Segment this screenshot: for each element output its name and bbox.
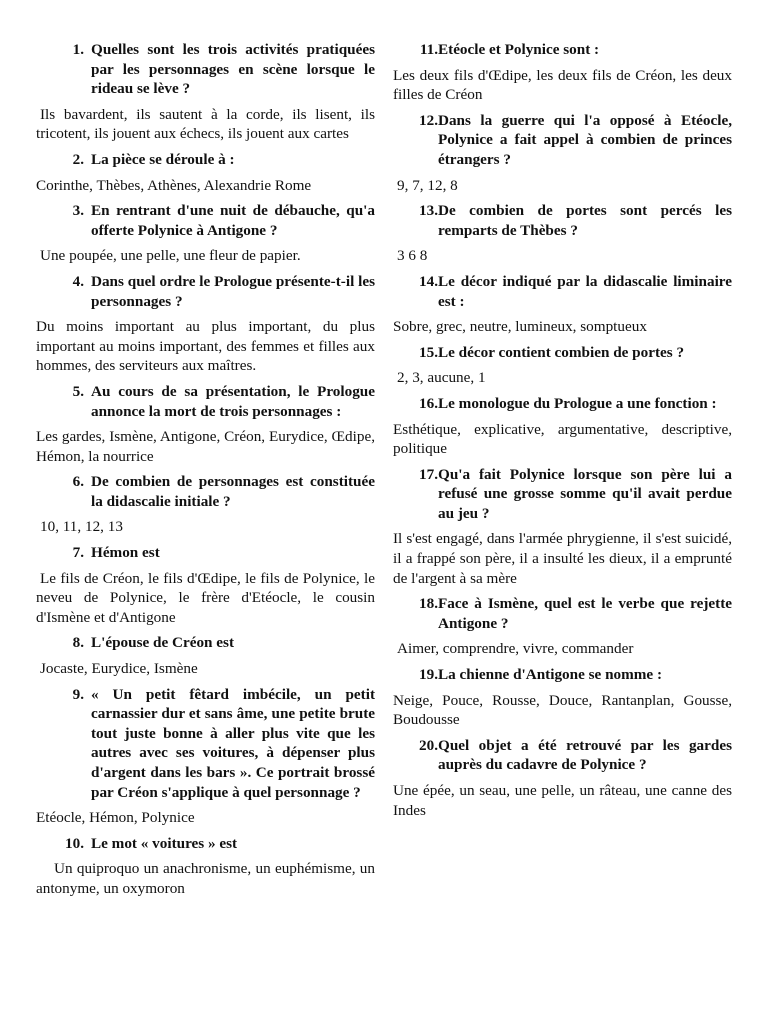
question-text: Quelles sont les trois activités pratiquées par les personnages en scène lorsque le rideau se lève ?: [91, 41, 375, 98]
question-number: 14.: [419, 272, 438, 290]
question-text: Le décor contient combien de portes ?: [438, 343, 685, 361]
question-14: [393, 272, 732, 311]
right-column: [393, 40, 732, 826]
question-number: 4.: [72, 272, 84, 290]
question-text: Quel objet a été retrouvé par les gardes auprès du cadavre de Polynice ?: [438, 736, 732, 774]
question-17: [393, 465, 732, 524]
question-number: 6.: [72, 473, 84, 491]
question-text: Face à Ismène, quel est le verbe que rejette Antigone ?: [438, 595, 732, 632]
answer-8: Jocaste, Eurydice, Ismène: [40, 660, 198, 678]
question-number: 10.: [65, 834, 84, 852]
answer-2: Corinthe, Thèbes, Athènes, Alexandrie Rome: [36, 176, 312, 194]
question-text: L'épouse de Créon est: [91, 634, 235, 652]
question-10: [36, 834, 375, 854]
answer-17: Il s'est engagé, dans l'armée phrygienne, il s'est suicidé, il a frappé son père, il a insulté les dieux, il a emprunté de l'argent à sa mère: [393, 530, 732, 587]
question-6: [36, 472, 375, 511]
left-column: [36, 40, 375, 905]
question-text: Le monologue du Prologue a une fonction :: [438, 394, 717, 412]
answer-11: Les deux fils d'Œdipe, les deux fils de Créon, les deux filles de Créon: [393, 66, 732, 104]
question-text: Le mot « voitures » est: [91, 834, 238, 852]
question-text: Dans quel ordre le Prologue présente-t-il les personnages ?: [91, 272, 375, 310]
question-text: « Un petit fêtard imbécile, un petit carnassier dur et sans âme, une petite brute tout juste bonne à aller plus vite que les autres avec ses voitures, à dépenser plus d'argent dans les bars ». Ce portrait brossé par Créon s'applique à quel personnage ?: [91, 685, 375, 801]
answer-6: 10, 11, 12, 13: [40, 518, 123, 536]
answer-5: Les gardes, Ismène, Antigone, Créon, Eurydice, Œdipe, Hémon, la nourrice: [36, 428, 375, 465]
answer-10: Un quiproquo un anachronisme, un euphémisme, un antonyme, un oxymoron: [36, 860, 375, 897]
question-text: Le décor indiqué par la didascalie liminaire est :: [438, 272, 732, 310]
question-text: La pièce se déroule à :: [91, 150, 235, 168]
question-12: [393, 111, 732, 170]
answer-9: Etéocle, Hémon, Polynice: [36, 809, 195, 827]
question-4: [36, 272, 375, 311]
answer-7: Le fils de Créon, le fils d'Œdipe, le fils de Polynice, le neveu de Polynice, le frère d'Etéocle, le cousin d'Ismène et d'Antigone: [36, 569, 375, 626]
question-number: 18.: [419, 595, 438, 613]
answer-14: Sobre, grec, neutre, lumineux, somptueux: [393, 318, 647, 336]
question-11: [393, 40, 732, 60]
answer-3: Une poupée, une pelle, une fleur de papier.: [40, 247, 301, 265]
question-number: 16.: [419, 394, 438, 412]
question-text: Au cours de sa présentation, le Prologue annonce la mort de trois personnages :: [91, 382, 375, 420]
question-text: La chienne d'Antigone se nomme :: [438, 666, 663, 684]
question-5: [36, 382, 375, 421]
question-number: 7.: [72, 544, 84, 562]
question-number: 15.: [419, 343, 438, 361]
question-number: 9.: [72, 685, 84, 703]
question-number: 19.: [419, 666, 438, 684]
question-number: 11.: [419, 41, 438, 58]
question-18: [393, 594, 732, 633]
question-text: De combien de personnages est constituée la didascalie initiale ?: [91, 473, 375, 510]
question-number: 3.: [72, 202, 84, 220]
question-2: [36, 150, 375, 170]
question-9: [36, 685, 375, 803]
question-number: 2.: [72, 150, 84, 168]
answer-15: 2, 3, aucune, 1: [397, 369, 486, 387]
answer-13: 3 6 8: [397, 247, 428, 265]
question-number: 13.: [419, 202, 438, 220]
question-1: [36, 40, 375, 99]
question-number: 5.: [72, 382, 84, 400]
question-text: Etéocle et Polynice sont :: [438, 41, 600, 58]
question-19: [393, 665, 732, 685]
question-number: 1.: [72, 41, 84, 58]
answer-1: Ils bavardent, ils sautent à la corde, ils lisent, ils tricotent, ils jouent aux échecs, ils jouent aux cartes: [36, 105, 375, 143]
answer-4: Du moins important au plus important, du plus important au moins important, des femmes et filles aux hommes, des serviteurs aux maîtres.: [36, 318, 375, 375]
question-text: Hémon est: [91, 544, 160, 562]
question-20: [393, 736, 732, 775]
answer-18: Aimer, comprendre, vivre, commander: [397, 640, 634, 658]
question-text: Dans la guerre qui l'a opposé à Etéocle, Polynice a fait appel à combien de princes étrangers ?: [438, 111, 732, 168]
question-text: Qu'a fait Polynice lorsque son père lui a refusé une grosse somme qu'il avait perdue au jeu ?: [438, 465, 732, 522]
question-number: 17.: [419, 465, 438, 483]
question-text: De combien de portes sont percés les remparts de Thèbes ?: [438, 202, 732, 239]
question-number: 12.: [419, 111, 438, 129]
question-13: [393, 201, 732, 240]
question-15: [393, 343, 732, 363]
answer-12: 9, 7, 12, 8: [397, 176, 458, 194]
question-8: [36, 633, 375, 653]
answer-16: Esthétique, explicative, argumentative, descriptive, politique: [393, 420, 732, 458]
question-number: 20.: [419, 736, 438, 754]
answer-19: Neige, Pouce, Rousse, Douce, Rantanplan, Gousse, Boudousse: [393, 691, 732, 729]
question-7: [36, 543, 375, 563]
question-3: [36, 201, 375, 240]
question-text: En rentrant d'une nuit de débauche, qu'a offerte Polynice à Antigone ?: [91, 202, 375, 239]
answer-20: Une épée, un seau, une pelle, un râteau, une canne des Indes: [393, 782, 732, 819]
question-16: [393, 394, 732, 414]
question-number: 8.: [72, 634, 84, 652]
